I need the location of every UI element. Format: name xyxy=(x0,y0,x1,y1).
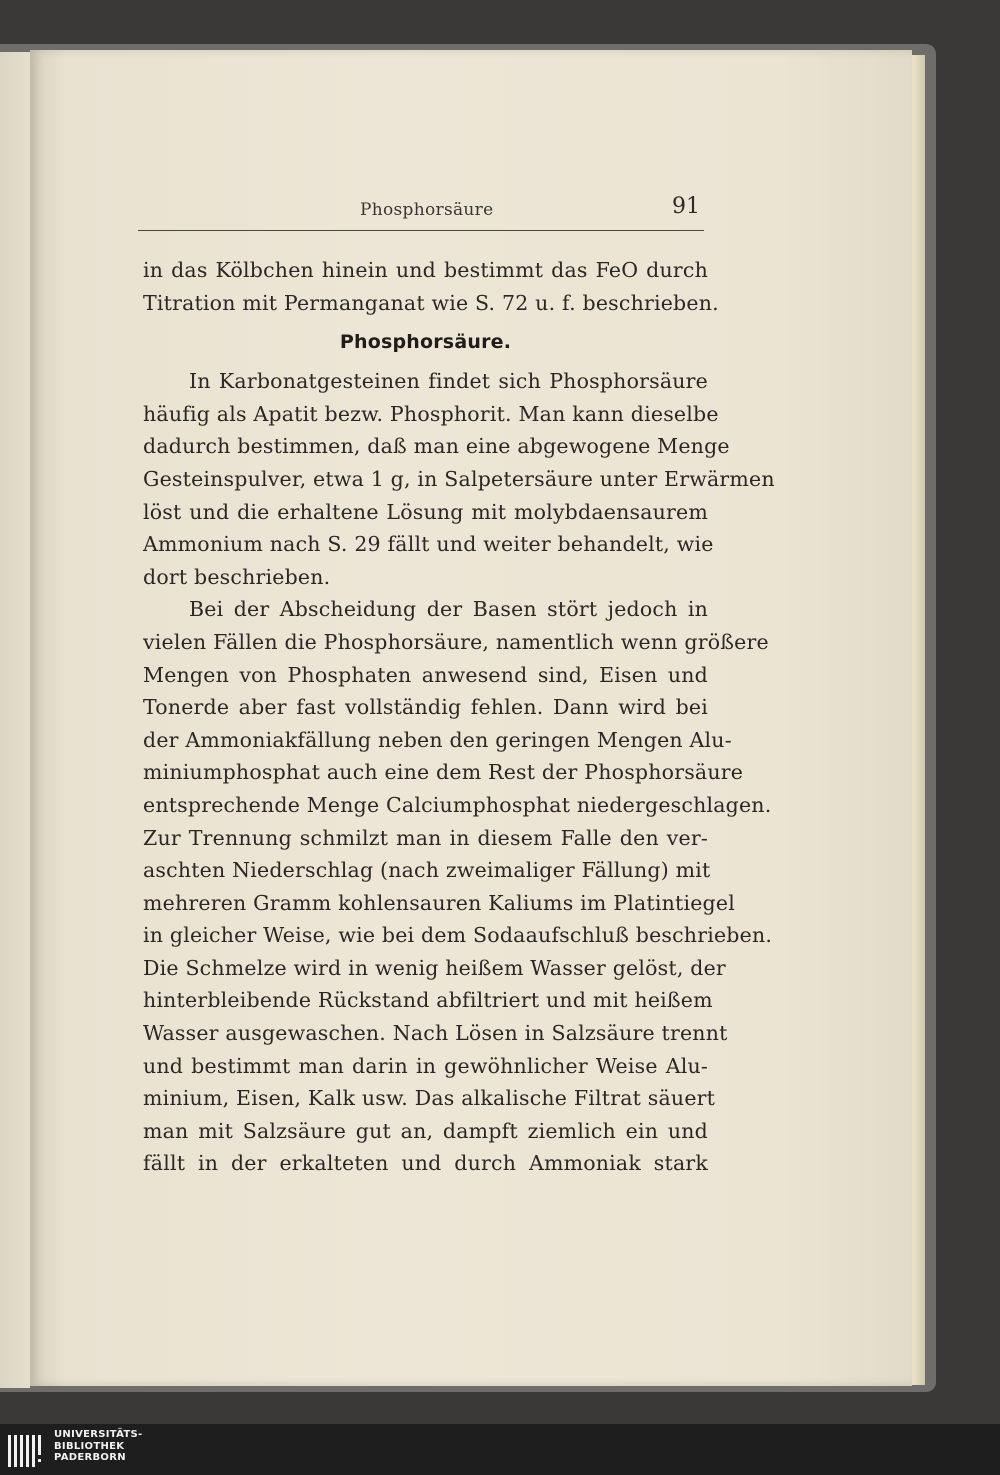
text-line: Ammonium nach S. 29 fällt und weiter behandelt, wie xyxy=(143,532,714,557)
page-number: 91 xyxy=(672,194,700,219)
library-logo-text xyxy=(54,1429,143,1464)
text-line: In Karbonatgesteinen findet sich Phosphorsäure xyxy=(189,369,708,394)
logo-line: UNIVERSITÄTS- xyxy=(54,1429,143,1440)
text-line: fällt in der erkalteten und durch Ammoniak stark xyxy=(143,1151,708,1176)
text-line: hinterbleibende Rückstand abfiltriert und mit heißem xyxy=(143,988,713,1013)
body-text xyxy=(143,254,775,1180)
text-line: und bestimmt man darin in gewöhnlicher Weise Alu- xyxy=(143,1053,708,1078)
text-line: Mengen von Phosphaten anwesend sind, Eisen und xyxy=(143,662,708,687)
text-line: dadurch bestimmen, daß man eine abgewogene Menge xyxy=(143,434,730,459)
text-line: Die Schmelze wird in wenig heißem Wasser gelöst, der xyxy=(143,955,726,980)
text-line: Gesteinspulver, etwa 1 g, in Salpetersäure unter Erwärmen xyxy=(143,466,775,491)
text-line: in das Kölbchen hinein und bestimmt das FeO durch xyxy=(143,258,708,282)
text-line: in gleicher Weise, wie bei dem Sodaaufschluß beschrieben. xyxy=(143,923,773,948)
text-line: minium, Eisen, Kalk usw. Das alkalische Filtrat säuert xyxy=(143,1086,716,1111)
left-page-edge xyxy=(0,52,30,1388)
running-title: Phosphorsäure xyxy=(360,200,494,220)
text-line: man mit Salzsäure gut an, dampft ziemlich ein und xyxy=(143,1118,708,1143)
text-line: Bei der Abscheidung der Basen stört jedoch in xyxy=(189,597,708,622)
text-line: mehreren Gramm kohlensauren Kaliums im Platintiegel xyxy=(143,890,735,915)
logo-line: BIBLIOTHEK xyxy=(54,1440,125,1452)
text-line: häufig als Apatit bezw. Phosphorit. Man kann dieselbe xyxy=(143,401,719,426)
text-line: dort beschrieben. xyxy=(143,564,331,589)
text-line: miniumphosphat auch eine dem Rest der Phosphorsäure xyxy=(143,760,744,785)
section-heading: Phosphorsäure. xyxy=(339,331,512,354)
text-line: vielen Fällen die Phosphorsäure, namentlich wenn größere xyxy=(143,629,769,654)
text-line: löst und die erhaltene Lösung mit molybdaensaurem xyxy=(143,499,708,524)
text-line: entsprechende Menge Calciumphosphat niedergeschlagen. xyxy=(143,792,772,817)
running-head xyxy=(138,190,704,231)
text-line: Wasser ausgewaschen. Nach Lösen in Salzsäure trennt xyxy=(143,1021,728,1046)
text-line: Titration mit Permanganat wie S. 72 u. f. beschrieben. xyxy=(143,290,719,315)
text-line: aschten Niederschlag (nach zweimaliger Fällung) mit xyxy=(143,858,711,883)
library-logo-icon xyxy=(6,1431,46,1469)
footer-bar xyxy=(0,1424,1000,1475)
text-line: Zur Trennung schmilzt man in diesem Falle den ver- xyxy=(143,825,708,850)
text-line: Tonerde aber fast vollständig fehlen. Dann wird bei xyxy=(143,695,708,720)
logo-line: PADERBORN xyxy=(54,1452,126,1463)
text-line: der Ammoniakfällung neben den geringen Mengen Alu- xyxy=(143,727,732,752)
